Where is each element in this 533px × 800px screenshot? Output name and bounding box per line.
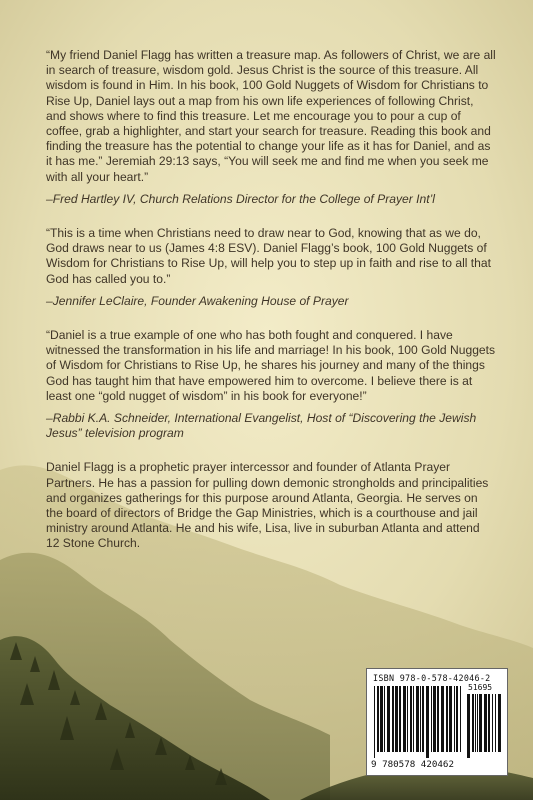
barcode-bar (477, 694, 478, 752)
barcode-bar (484, 694, 487, 752)
barcode-bar (422, 686, 424, 752)
barcode-bar (433, 686, 436, 752)
barcode-bar (403, 686, 406, 752)
barcode-bar (377, 686, 379, 752)
isbn-barcode (366, 668, 508, 776)
barcode-bar (475, 694, 476, 752)
endorsement-fred-hartley (46, 48, 496, 207)
barcode-bar (420, 686, 421, 752)
barcode-bar (437, 686, 439, 752)
barcode-bar (399, 686, 401, 752)
endorsement-quote: “My friend Daniel Flagg has written a treasure map. As followers of Christ, we are all in search of treasure, wisdom gold. Jesus Christ is the source of this treasure. All wisdom is found in Him. In his book, 100 Gold Nuggets of Wisdom for Christians to Rise Up, Daniel lays out a map from his own life experiences of following Christ, and shows where to find this treasure. Let me encourage you to pour a cup of coffee, grab a highlighter, and start your search for treasure. Reading this book and finding the treasure has the potential to change your life as it has for Daniel, and as it has me.” Jeremiah 29:13 says, “You will seek me and find me when you seek me with all your heart.” (46, 48, 496, 184)
barcode-bar (495, 694, 496, 752)
ean-barcode-bars (374, 686, 464, 758)
barcode-bar (426, 686, 429, 758)
barcode-bar (407, 686, 408, 752)
barcode-bar (446, 686, 448, 752)
barcode-bar (384, 686, 385, 752)
barcode-bar (449, 686, 452, 752)
author-bio: Daniel Flagg is a prophetic prayer intercessor and founder of Atlanta Prayer Partners. He has a passion for pulling down demonic strongholds and principalities and organizes gatherings for this purpose around Atlanta, Georgia. He serves on the board of directors of Bridge the Gap Ministries, which is a courthouse and jail ministry around Atlanta. He and his wife, Lisa, live in suburban Atlanta and attend 12 Stone Church. (46, 460, 489, 551)
barcode-bar (479, 694, 482, 752)
endorsement-quote: “This is a time when Christians need to draw near to God, knowing that as we do, God draws near to us (James 4:8 ESV). Daniel Flagg’s book, 100 Gold Nuggets of Wisdom for Christians to Rise Up, will help you to step up in faith and rise to all that God has called you to.” (46, 226, 491, 286)
barcode-bar (498, 694, 501, 752)
endorsement-ka-schneider (46, 328, 496, 441)
endorsement-attribution: –Rabbi K.A. Schneider, International Evangelist, Host of “Discovering the Jewish Jesus” television program (46, 411, 477, 441)
barcode-bar (472, 694, 474, 752)
barcode-bar (488, 694, 490, 752)
barcode-bar (410, 686, 412, 752)
price-addon-number: 51695 (468, 683, 493, 692)
barcode-bar (380, 686, 383, 752)
barcode-bar (467, 694, 470, 758)
barcode-bar (413, 686, 414, 752)
back-cover-text (46, 48, 496, 552)
endorsement-quote: “Daniel is a true example of one who has both fought and conquered. I have witnessed the transformation in his life and marriage! In his book, 100 Gold Nuggets of Wisdom for Christians to Rise Up, he shares his journey and many of the things God has taught him that have empowered him to overcome. I believe there is at least one “gold nugget of wisdom” in his book for everyone!” (46, 328, 496, 403)
endorsement-attribution: –Jennifer LeClaire, Founder Awakening House of Prayer (46, 293, 349, 308)
barcode-bar (387, 686, 390, 752)
addon-barcode-bars (467, 694, 501, 758)
barcode-bar (460, 686, 461, 752)
endorsement-attribution: –Fred Hartley IV, Church Relations Director for the College of Prayer Int’l (46, 191, 435, 206)
endorsement-jennifer-leclaire (46, 226, 496, 309)
barcode-bar (374, 686, 375, 758)
barcode-bar (454, 686, 455, 752)
barcode-bar (431, 686, 432, 752)
barcode-bar (492, 694, 493, 752)
barcode-bar (395, 686, 398, 752)
ean-digits: 9 780578 420462 (371, 759, 454, 770)
isbn-label: ISBN 978-0-578-42046-2 (373, 673, 491, 683)
barcode-bar (416, 686, 419, 752)
barcode-bar (456, 686, 458, 752)
barcode-bar (392, 686, 394, 752)
barcode-bar (441, 686, 444, 752)
